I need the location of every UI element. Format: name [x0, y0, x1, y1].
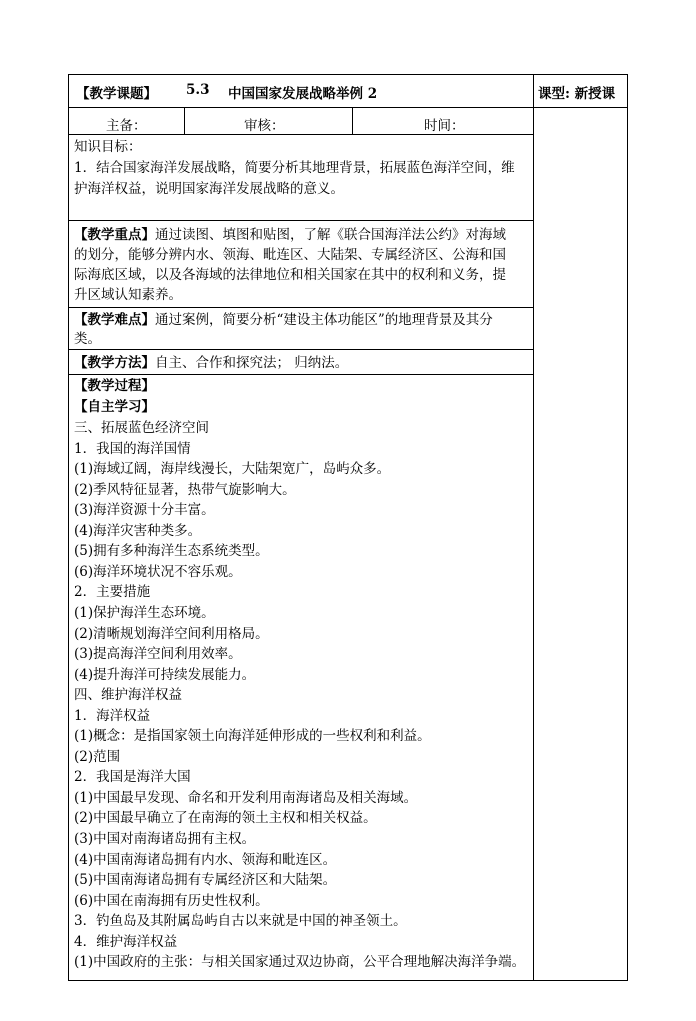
key-points-line: 的划分，能够分辨内水、领海、毗连区、大陆架、专属经济区、公海和国 — [74, 247, 506, 263]
course-title-label: 【教学课题】 — [76, 86, 157, 102]
difficult-points-line: 类。 — [74, 331, 101, 347]
process-line: (4)海洋灾害种类多。 — [74, 522, 202, 539]
process-line: 1．海洋权益 — [74, 707, 151, 724]
row-divider — [68, 134, 534, 135]
course-number: 5.3 — [186, 82, 210, 98]
row-divider — [68, 220, 534, 221]
difficult-points-label: 【教学难点】 — [74, 312, 155, 328]
key-points-line: 际海底区域，以及各海域的法律地位和相关国家在其中的权利和义务，提 — [74, 267, 506, 283]
objectives-line: 1．结合国家海洋发展战略，简要分析其地理背景，拓展蓝色海洋空间，维 — [74, 160, 515, 176]
process-line: 3．钓鱼岛及其附属岛屿自古以来就是中国的神圣领土。 — [74, 913, 407, 930]
process-line: 四、维护海洋权益 — [74, 687, 182, 704]
table-border-left — [68, 74, 69, 981]
process-line: (1)中国政府的主张：与相关国家通过双边协商，公平合理地解决海洋争端。 — [74, 954, 526, 971]
staff-cell-divider — [184, 107, 185, 135]
difficult-points-text: 通过案例，简要分析“建设主体功能区”的地理背景及其分 — [155, 312, 493, 328]
methods-label: 【教学方法】 — [74, 355, 155, 371]
process-line: 4．维护海洋权益 — [74, 933, 178, 950]
process-line: 2．我国是海洋大国 — [74, 769, 191, 786]
process-line: (1)中国最早发现、命名和开发利用南海诸岛及相关海域。 — [74, 789, 418, 806]
difficult-points-line — [74, 310, 493, 331]
time-label: 时间： — [424, 118, 465, 134]
process-line: (5)中国南海诸岛拥有专属经济区和大陆架。 — [74, 872, 337, 889]
process-line: (2)范围 — [74, 748, 121, 765]
process-line: 三、拓展蓝色经济空间 — [74, 420, 209, 436]
process-line: (5)拥有多种海洋生态系统类型。 — [74, 543, 269, 560]
key-points-line: 升区域认知素养。 — [74, 287, 182, 303]
table-border-right — [627, 74, 628, 981]
process-line: (4)中国南海诸岛拥有内水、领海和毗连区。 — [74, 851, 337, 868]
process-line: (1)海域辽阔，海岸线漫长，大陆架宽广，岛屿众多。 — [74, 461, 391, 478]
row-divider — [68, 374, 534, 375]
process-line: (6)海洋环境状况不容乐观。 — [74, 563, 242, 580]
table-border-top — [68, 74, 628, 75]
process-line: (4)提升海洋可持续发展能力。 — [74, 666, 256, 683]
process-line: (3)提高海洋空间利用效率。 — [74, 646, 242, 663]
process-line: (1)概念：是指国家领土向海洋延伸形成的一些权利和利益。 — [74, 728, 431, 745]
methods-text: 自主、合作和探究法； 归纳法。 — [155, 355, 349, 371]
key-points-text: 通过读图、填图和贴图，了解《联合国海洋法公约》对海域 — [155, 227, 506, 243]
process-line: (3)中国对南海诸岛拥有主权。 — [74, 831, 256, 847]
objectives-heading: 知识目标： — [74, 139, 142, 155]
staff-cell-divider — [352, 107, 353, 135]
reviewer-label: 审核： — [244, 118, 285, 134]
column-divider — [533, 74, 534, 981]
key-points-line — [74, 225, 506, 246]
lesson-type: 课型: 新授课 — [538, 86, 616, 102]
process-line: (2)季风特征显著，热带气旋影响大。 — [74, 481, 296, 498]
process-label: 【教学过程】 — [74, 378, 155, 394]
row-divider — [68, 107, 628, 108]
process-line: (1)保护海洋生态环境。 — [74, 604, 215, 621]
process-line: (6)中国在南海拥有历史性权利。 — [74, 892, 269, 909]
process-line: 2．主要措施 — [74, 584, 151, 601]
process-line: (2)清晰规划海洋空间利用格局。 — [74, 625, 269, 642]
objectives-line: 护海洋权益，说明国家海洋发展战略的意义。 — [74, 181, 344, 197]
course-name: 中国国家发展战略举例 2 — [228, 86, 378, 102]
lesson-plan-table — [68, 74, 628, 981]
process-line: (3)海洋资源十分丰富。 — [74, 502, 215, 519]
row-divider — [68, 307, 534, 308]
key-points-label: 【教学重点】 — [74, 227, 155, 243]
process-line: 1．我国的海洋国情 — [74, 440, 191, 457]
table-border-bottom — [68, 980, 628, 981]
methods-line — [74, 353, 348, 374]
preparer-label: 主备： — [106, 118, 147, 134]
process-line: (2)中国最早确立了在南海的领土主权和相关权益。 — [74, 810, 377, 827]
self-study-label: 【自主学习】 — [74, 399, 155, 415]
row-divider — [68, 349, 534, 350]
